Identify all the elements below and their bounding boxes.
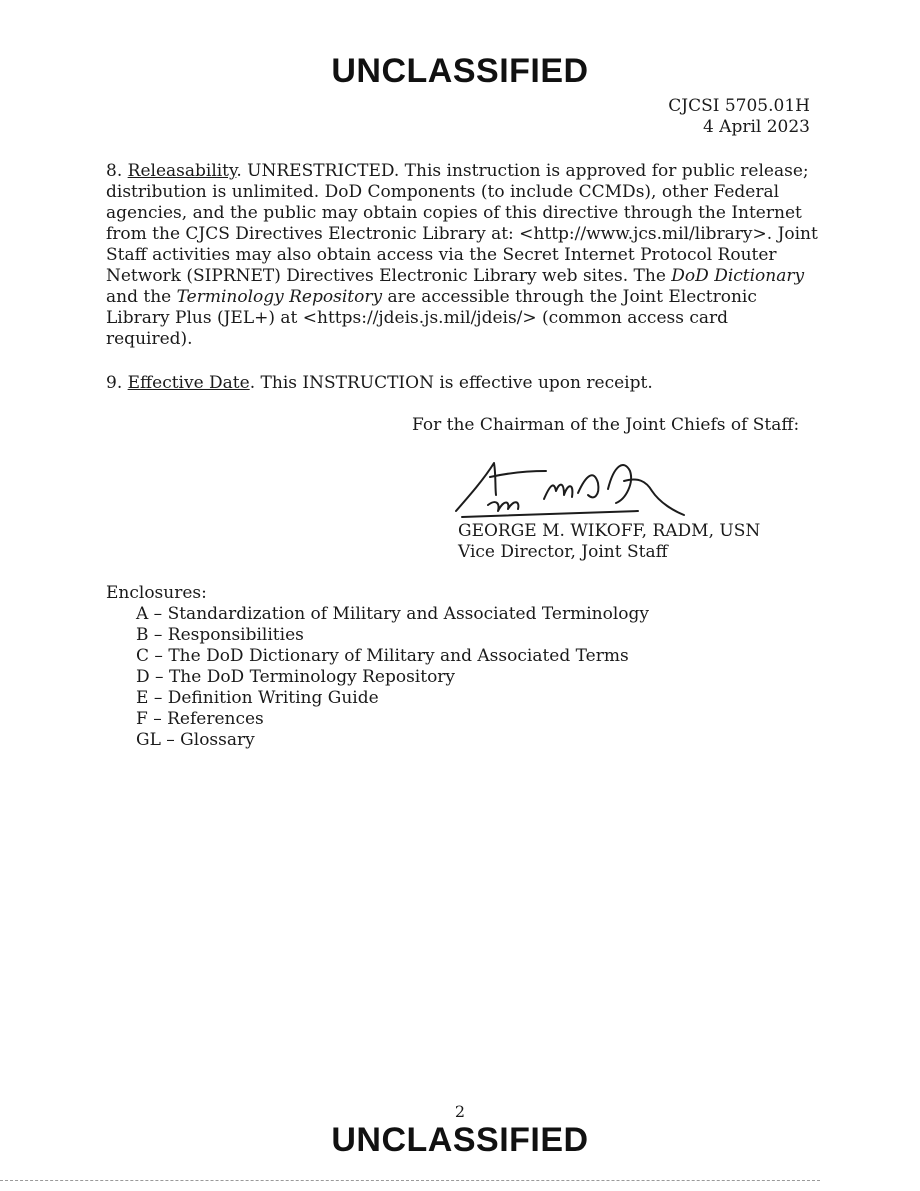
italic-title: DoD Dictionary <box>671 266 805 286</box>
paragraph-text: . This INSTRUCTION is effective upon receipt. <box>249 373 653 393</box>
enclosure-item: C – The DoD Dictionary of Military and Associated Terms <box>136 646 629 666</box>
enclosure-item: E – Definition Writing Guide <box>136 688 379 708</box>
enclosure-item: GL – Glossary <box>136 730 255 750</box>
paragraph-number: 8. <box>106 161 123 181</box>
document-date: 4 April 2023 <box>702 117 810 137</box>
paragraph-text: are accessible through the Joint Electronic Library Plus (JEL+) at <https://jdeis.js.mil/jdeis/> (common access card required). <box>106 287 757 349</box>
italic-title: Terminology Repository <box>176 287 383 307</box>
scan-edge-line <box>0 1180 820 1181</box>
paragraph-effective-date <box>106 373 818 394</box>
enclosure-item: D – The DoD Terminology Repository <box>136 667 456 687</box>
paragraph-number: 9. <box>106 373 123 393</box>
paragraph-heading: Effective Date <box>127 373 250 393</box>
paragraph-text: and the <box>106 287 177 307</box>
signature-preamble: For the Chairman of the Joint Chiefs of Staff: <box>412 415 800 435</box>
enclosure-item: F – References <box>136 709 264 729</box>
signer-title: Vice Director, Joint Staff <box>458 542 668 562</box>
page-number: 2 <box>454 1102 466 1121</box>
classification-marking-bottom: UNCLASSIFIED <box>331 1121 589 1159</box>
enclosures-section <box>106 583 649 751</box>
signer-block <box>458 521 760 563</box>
document-id: CJCSI 5705.01H <box>668 96 810 116</box>
enclosure-item: B – Responsibilities <box>136 625 304 645</box>
document-header <box>668 96 810 138</box>
enclosures-list <box>106 604 649 751</box>
enclosure-item: A – Standardization of Military and Associated Terminology <box>136 604 650 624</box>
paragraph-heading: Releasability <box>127 161 237 181</box>
signer-name: GEORGE M. WIKOFF, RADM, USN <box>458 521 761 541</box>
enclosures-heading: Enclosures: <box>106 583 207 603</box>
paragraph-text: . UNRESTRICTED. This instruction is approved for public release; distribution is unlimited. DoD Components (to include CCMDs), other Federal agencies, and the public may obtain copies of this directive through the Internet from the CJCS Directives Electronic Library at: <http://www.jcs.mil/library>. Joint Staff activities may also obtain access via the Secret Internet Protocol Router Network (SIPRNET) Directives Electronic Library web sites. The <box>106 161 818 286</box>
paragraph-releasability <box>106 161 818 350</box>
classification-marking-top: UNCLASSIFIED <box>331 52 589 90</box>
